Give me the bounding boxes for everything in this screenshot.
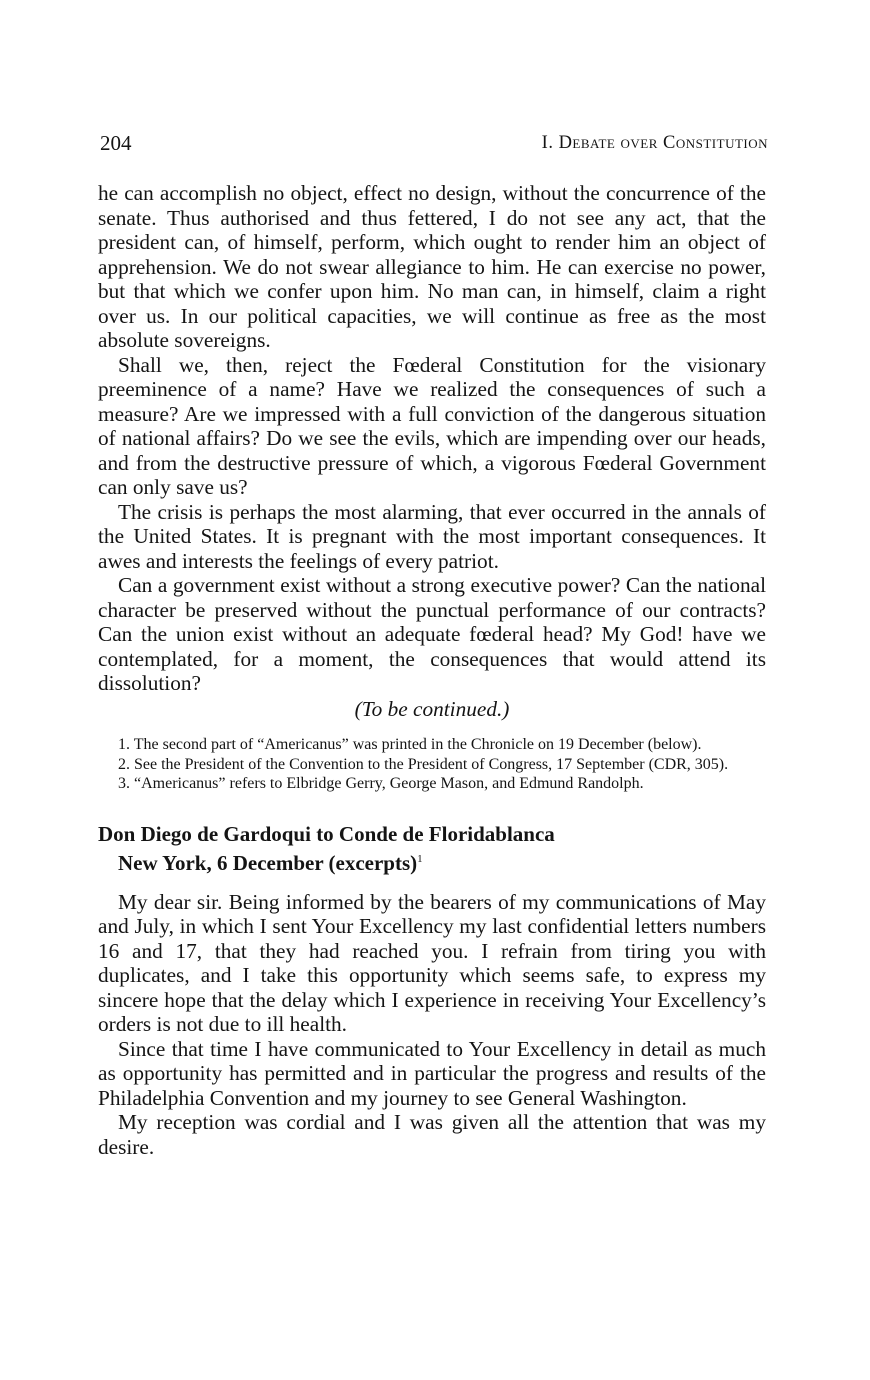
- body-paragraph: Can a government exist without a strong executive power? Can the national character be preserved without the punctual performance of our contracts? Can the union exist without an adequate fœderal head? My God! have we contemplated, for a moment, the consequences that would attend its dissolution?: [98, 573, 766, 695]
- body-paragraph: Shall we, then, reject the Fœderal Constitution for the visionary preeminence of a name? Have we realized the consequences of such a measure? Are we impressed with a full conviction of the dangerous situation of national affairs? Do we see the evils, which are impending over our heads, and from the destructive pressure of which, a vigorous Fœderal Government can only save us?: [98, 352, 766, 499]
- footnote-marker: 1: [417, 852, 423, 865]
- document-title: [98, 822, 766, 876]
- page-header: [100, 131, 768, 161]
- document-body: [98, 890, 766, 1160]
- body-paragraph: The crisis is perhaps the most alarming, that ever occurred in the annals of the United States. It is pregnant with the most important consequences. It awes and interests the feelings of every patriot.: [98, 499, 766, 573]
- running-head: I. Debate over Constitution: [541, 133, 768, 153]
- document-paragraph: My reception was cordial and I was given all the attention that was my desire.: [98, 1110, 766, 1159]
- footnote: 3. “Americanus” refers to Elbridge Gerry, George Mason, and Edmund Randolph.: [118, 775, 644, 792]
- page-number: 204: [100, 131, 132, 155]
- footnote: 2. See the President of the Convention to the President of Congress, 17 September (CDR, 305).: [118, 755, 729, 773]
- document-title-place-date: New York, 6 December (excerpts): [118, 850, 418, 875]
- to-be-continued: (To be continued.): [354, 696, 510, 721]
- document-paragraph: Since that time I have communicated to Your Excellency in detail as much as opportunity has permitted and in particular the progress and results of the Philadelphia Convention and my journey to see General Washington.: [98, 1036, 766, 1110]
- main-text: [98, 181, 766, 1159]
- document-title-line1: Don Diego de Gardoqui to Conde de Floridablanca: [98, 821, 555, 846]
- document-paragraph: My dear sir. Being informed by the bearers of my communications of May and July, in which I sent Your Excellency my last confidential letters numbers 16 and 17, that they had reached you. I refrain from tiring you with duplicates, and I take this opportunity which seems safe, to express my sincere hope that the delay which I experience in receiving Your Excellency’s orders is not due to ill health.: [98, 889, 766, 1036]
- footnote: 1. The second part of “Americanus” was printed in the Chronicle on 19 December (below).: [118, 736, 702, 753]
- footnotes: [98, 735, 766, 794]
- document-title-line2: [98, 847, 766, 876]
- body-paragraph: he can accomplish no object, effect no design, without the concurrence of the senate. Thus authorised and thus fettered, I do not see any act, that the president can, of himself, perform, which ought to render him an object of apprehension. We do not swear allegiance to him. He can exercise no power, but that which we confer upon him. No man can, in himself, claim a right over us. In our political capacities, we will continue as free as the most absolute sovereigns.: [98, 181, 766, 352]
